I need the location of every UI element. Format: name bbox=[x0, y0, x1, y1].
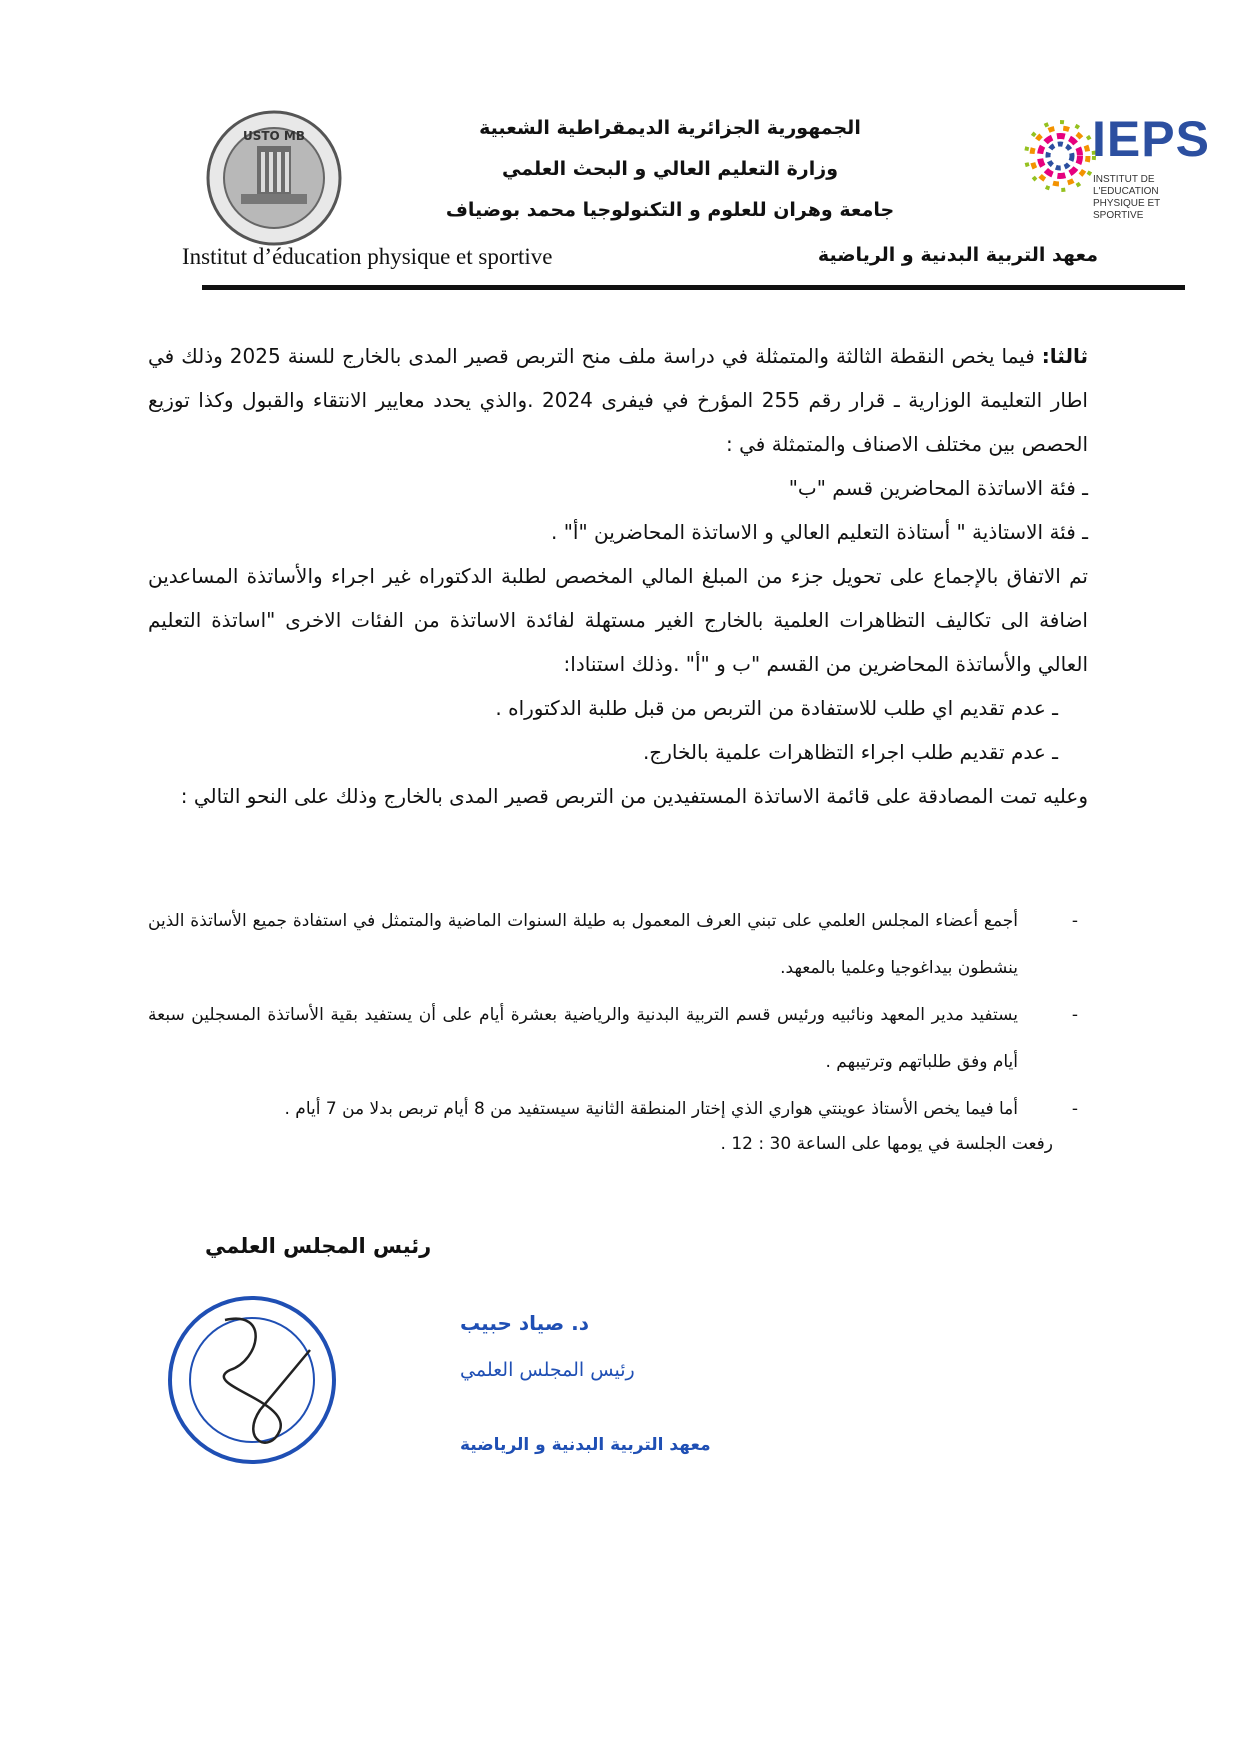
svg-text:رئيس المجلس العلمي: رئيس المجلس العلمي bbox=[460, 1359, 635, 1381]
list-dash: - bbox=[1071, 911, 1078, 931]
institute-name-ar: معهد التربية البدنية و الرياضية bbox=[817, 244, 1098, 266]
list-dash: - bbox=[1071, 1099, 1078, 1119]
paragraph-approval: وعليه تمت المصادقة على قائمة الاساتذة المستفيدين من التربص قصير المدى بالخارج وذلك على النحو التالي : bbox=[180, 784, 1088, 808]
ieps-emblem-icon bbox=[1030, 108, 1090, 208]
list-item: - أجمع أعضاء المجلس العلمي على تبني العرف المعمول به طيلة السنوات الماضية والمتمثل في استفادة جميع الأساتذة الذين ينشطون بيداغوجيا وعلميا بالمعهد. bbox=[148, 898, 1078, 992]
institute-name-fr: Institut d’éducation physique et sportive bbox=[182, 244, 553, 269]
svg-text:معهد التربية البدنية و الرياضي: معهد التربية البدنية و الرياضية bbox=[460, 1435, 711, 1455]
header-divider bbox=[202, 285, 1185, 290]
list-item: - يستفيد مدير المعهد ونائبيه ورئيس قسم التربية البدنية والرياضية بعشرة أيام على أن يستفيد بقية الأساتذة المسجلين سبعة أيام وفق طلباتهم وترتيبهم . bbox=[148, 992, 1078, 1086]
decision-list bbox=[148, 898, 1078, 1133]
closing-statement: رفعت الجلسة في يومها على الساعة 30 : 12 . bbox=[720, 1134, 1053, 1154]
svg-text:د. صياد حبيب: د. صياد حبيب bbox=[460, 1311, 589, 1335]
header-ministry: وزارة التعليم العالي و البحث العلمي bbox=[502, 158, 838, 180]
header-republic: الجمهورية الجزائرية الديمقراطية الشعبية bbox=[479, 117, 861, 139]
ieps-logo bbox=[1030, 108, 1210, 221]
point-label: ثالثا: bbox=[1041, 344, 1088, 368]
reason-item: ـ عدم تقديم اي طلب للاستفادة من التربص من قبل طلبة الدكتوراه . bbox=[495, 696, 1058, 720]
header-university: جامعة وهران للعلوم و التكنولوجيا محمد بوضياف bbox=[445, 199, 895, 221]
ieps-subtitle: INSTITUT DE L'EDUCATION PHYSIQUE ET SPORTIVE bbox=[1093, 174, 1161, 221]
ieps-wordmark: IEPS bbox=[1092, 111, 1210, 167]
official-stamp bbox=[140, 1290, 711, 1470]
category-item: ـ فئة الاستاذية " أستاذة التعليم العالي و الاساتذة المحاضرين "أ" . bbox=[551, 520, 1088, 544]
paragraph-point-three: ثالثا: فيما يخص النقطة الثالثة والمتمثلة في دراسة ملف منح التربص قصير المدى بالخارج للسنة 2025 وذلك في اطار التعليمة الوزارية ـ قرار رقم 255 المؤرخ في فيفرى 2024 .والذي يحدد معايير الانتقاء والقبول وكذا توزيع الحصص بين مختلف الاصناف والمتمثلة في : bbox=[148, 344, 1088, 456]
category-item: ـ فئة الاساتذة المحاضرين قسم "ب" bbox=[788, 476, 1088, 500]
paragraph-agreement: تم الاتفاق بالإجماع على تحويل جزء من المبلغ المالي المخصص لطلبة الدكتوراه غير اجراء والأساتذة المساعدين اضافة الى تكاليف التظاهرات العلمية بالخارج الغير مستهلة لفائدة الاساتذة من الفئات الاخرى "اساتذة التعليم العالي والأساتذة المحاضرين من القسم "ب و "أ" .وذلك استنادا: bbox=[148, 564, 1088, 676]
signature-title: رئيس المجلس العلمي bbox=[205, 1234, 432, 1258]
list-dash: - bbox=[1071, 1005, 1078, 1025]
reason-item: ـ عدم تقديم طلب اجراء التظاهرات علمية بالخارج. bbox=[642, 740, 1058, 764]
usto-seal-logo bbox=[205, 108, 343, 248]
ministry-header bbox=[380, 108, 960, 231]
svg-text:USTO MB: USTO MB bbox=[242, 129, 306, 143]
document-body bbox=[148, 334, 1088, 818]
list-item: - أما فيما يخص الأستاذ عوينتي هواري الذي إختار المنطقة الثانية سيستفيد من 8 أيام تربص بدلا من 7 أيام . bbox=[148, 1086, 1078, 1133]
